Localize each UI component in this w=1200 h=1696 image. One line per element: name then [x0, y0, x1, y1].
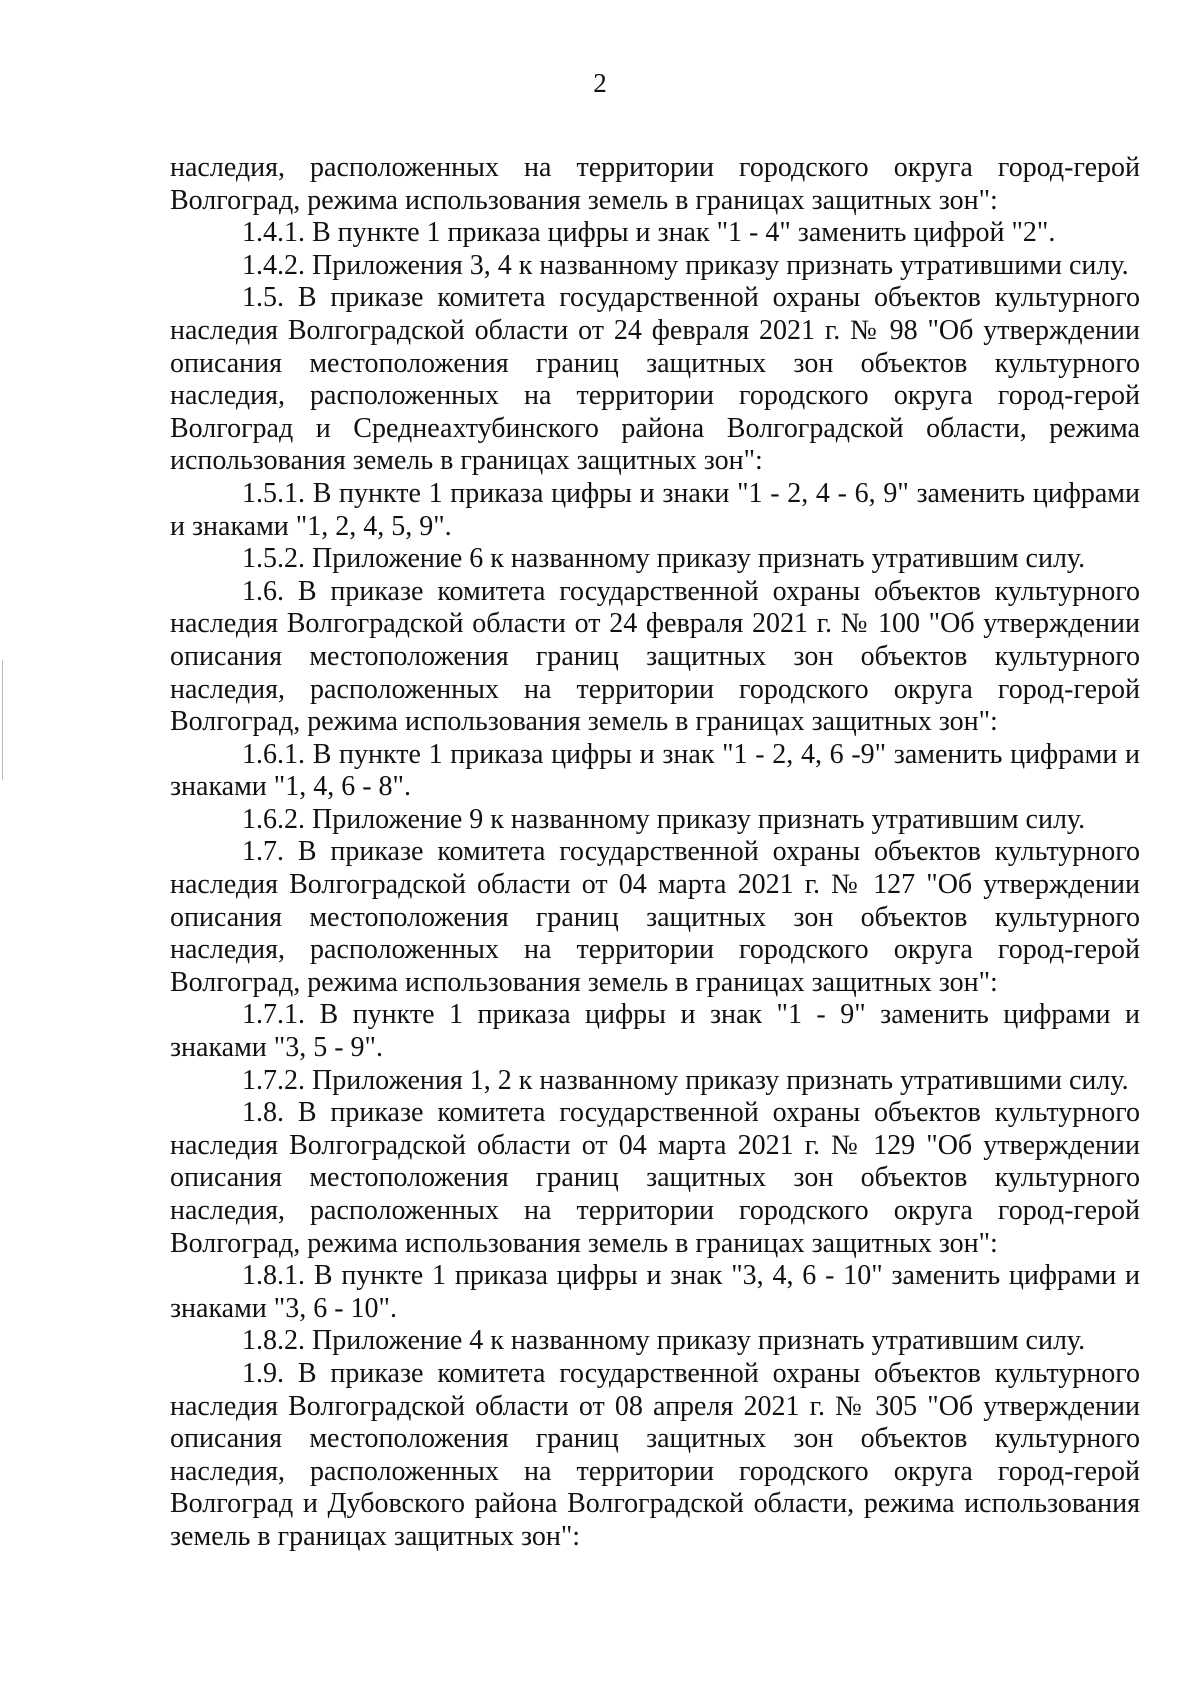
paragraph: 1.8. В приказе комитета государственной охраны объектов культурного наследия Волгоградской области от 04 марта 2021 г. № 129 "Об утверждении описания местоположения границ защитных зон объектов культурного наследия, расположенных на территории городского округа город-герой Волгоград, режима использования земель в границах защитных зон": — [170, 1097, 1140, 1259]
paragraph: наследия, расположенных на территории городского округа город-герой Волгоград, режима использования земель в границах защитных зон": — [170, 152, 1140, 216]
paragraph: 1.9. В приказе комитета государственной охраны объектов культурного наследия Волгоградской области от 08 апреля 2021 г. № 305 "Об утверждении описания местоположения границ защитных зон объектов культурного наследия, расположенных на территории городского округа город-герой Волгоград и Дубовского района Волгоградской области, режима использования земель в границах защитных зон": — [170, 1357, 1140, 1552]
paragraph: 1.6.1. В пункте 1 приказа цифры и знак "1 - 2, 4, 6 -9" заменить цифрами и знаками "1, 4, 6 - 8". — [170, 738, 1140, 803]
scan-edge-mark — [2, 660, 3, 780]
page-number: 2 — [593, 68, 607, 98]
paragraph: 1.5. В приказе комитета государственной охраны объектов культурного наследия Волгоградской области от 24 февраля 2021 г. № 98 "Об утверждении описания местоположения границ защитных зон объектов культурного наследия, расположенных на территории городского округа город-герой Волгоград и Среднеахтубинского района Волгоградской области, режима использования земель в границах защитных зон": — [170, 282, 1140, 477]
paragraph: 1.4.2. Приложения 3, 4 к названному приказу признать утратившими силу. — [242, 249, 1129, 281]
paragraph: 1.5.2. Приложение 6 к названному приказу признать утратившим силу. — [242, 543, 1086, 575]
paragraph: 1.6. В приказе комитета государственной охраны объектов культурного наследия Волгоградской области от 24 февраля 2021 г. № 100 "Об утверждении описания местоположения границ защитных зон объектов культурного наследия, расположенных на территории городского округа город-герой Волгоград, режима использования земель в границах защитных зон": — [170, 575, 1140, 738]
paragraph: 1.7.1. В пункте 1 приказа цифры и знак "1 - 9" заменить цифрами и знаками "3, 5 - 9". — [170, 999, 1140, 1064]
paragraph: 1.6.2. Приложение 9 к названному приказу признать утратившим силу. — [242, 803, 1086, 835]
document-body — [170, 152, 1140, 1554]
paragraph: 1.4.1. В пункте 1 приказа цифры и знак "1 - 4" заменить цифрой "2". — [242, 217, 1056, 249]
paragraph: 1.7.2. Приложения 1, 2 к названному приказу признать утратившими силу. — [242, 1064, 1129, 1096]
paragraph: 1.8.1. В пункте 1 приказа цифры и знак "3, 4, 6 - 10" заменить цифрами и знаками "3, 6 - 10". — [170, 1260, 1140, 1324]
paragraph: 1.7. В приказе комитета государственной охраны объектов культурного наследия Волгоградской области от 04 марта 2021 г. № 127 "Об утверждении описания местоположения границ защитных зон объектов культурного наследия, расположенных на территории городского округа город-герой Волгоград, режима использования земель в границах защитных зон": — [170, 836, 1140, 998]
paragraph: 1.8.2. Приложение 4 к названному приказу признать утратившим силу. — [242, 1325, 1086, 1357]
paragraph: 1.5.1. В пункте 1 приказа цифры и знаки "1 - 2, 4 - 6, 9" заменить цифрами и знаками "1, 2, 4, 5, 9". — [170, 477, 1140, 542]
